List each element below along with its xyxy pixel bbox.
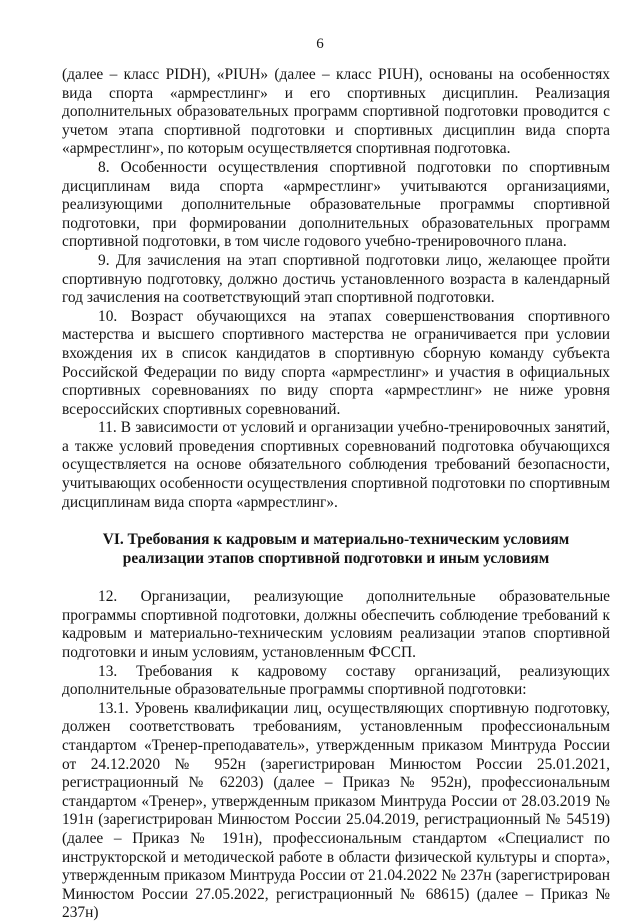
paragraph-13-1: 13.1. Уровень квалификации лиц, осуществляющих спортивную подготовку, должен соответствовать требованиям, установленным профессиональным стандартом «Тренер-преподаватель», утвержденным приказом Минтруда России от 24.12.2020 № 952н (зарегистрирован Минюстом России 25.01.2021, регистрационный № 62203) (далее – Приказ № 952н), профессиональным стандартом «Тренер», утвержденным приказом Минтруда России от 28.03.2019 № 191н (зарегистрирован Минюстом России 25.04.2019, регистрационный № 54519) (далее – Приказ № 191н), профессиональным стандартом «Специалист по инструкторской и методической работе в области физической культуры и спорта», утвержденным приказом Минтруда России от 21.04.2022 № 237н (зарегистрирован Минюстом России 27.05.2022, регистрационный № 68615) (далее – Приказ № 237н) bbox=[62, 699, 610, 922]
section-heading-line-2: реализации этапов спортивной подготовки и иным условиям bbox=[122, 550, 550, 568]
paragraph-10: 10. Возраст обучающихся на этапах совершенствования спортивного мастерства и высшего спортивного мастерства не ограничивается при условии вхождения их в список кандидатов в спортивную сборную команду субъекта Российской Федерации по виду спорта «армрестлинг» и участия в официальных спортивных соревнованиях по виду спорта «армрестлинг» не ниже уровня всероссийских спортивных соревнований. bbox=[62, 307, 610, 418]
page-number: 6 bbox=[316, 36, 324, 52]
section-heading bbox=[62, 530, 610, 568]
paragraph-continuation: (далее – класс PIDH), «PIUH» (далее – класс PIUH), основаны на особенностях вида спорта «армрестлинг» и его спортивных дисциплин. Реализация дополнительных образовательных программ спортивной подготовки проводится с учетом этапа спортивной подготовки и спортивных дисциплин вида спорта «армрестлинг», по которым осуществляется спортивная подготовка. bbox=[62, 66, 610, 158]
document-body bbox=[62, 66, 610, 923]
paragraph-9: 9. Для зачисления на этап спортивной подготовки лицо, желающее пройти спортивную подготовку, должно достичь установленного возраста в календарный год зачисления на соответствующий этап спортивной подготовки. bbox=[62, 251, 610, 307]
section-heading-line-1: VI. Требования к кадровым и материально-техническим условиям bbox=[102, 531, 570, 549]
paragraph-13: 13. Требования к кадровому составу организаций, реализующих дополнительные образовательные программы спортивной подготовки: bbox=[62, 662, 610, 699]
paragraph-11: 11. В зависимости от условий и организации учебно-тренировочных занятий, а также условий проведения спортивных соревнований подготовка обучающихся осуществляется на основе обязательного соблюдения требований безопасности, учитывающих особенности осуществления спортивной подготовки по спортивным дисциплинам вида спорта «армрестлинг». bbox=[62, 419, 610, 511]
paragraph-12: 12. Организации, реализующие дополнительные образовательные программы спортивной подготовки, должны обеспечить соблюдение требований к кадровым и материально-техническим условиям реализации этапов спортивной подготовки и иным условиям, установленным ФССП. bbox=[62, 588, 610, 662]
paragraph-8: 8. Особенности осуществления спортивной подготовки по спортивным дисциплинам вида спорта «армрестлинг» учитываются организациями, реализующими дополнительные образовательные программы спортивной подготовки, при формировании дополнительных образовательных программ спортивной подготовки, в том числе годового учебно-тренировочного плана. bbox=[62, 158, 610, 251]
